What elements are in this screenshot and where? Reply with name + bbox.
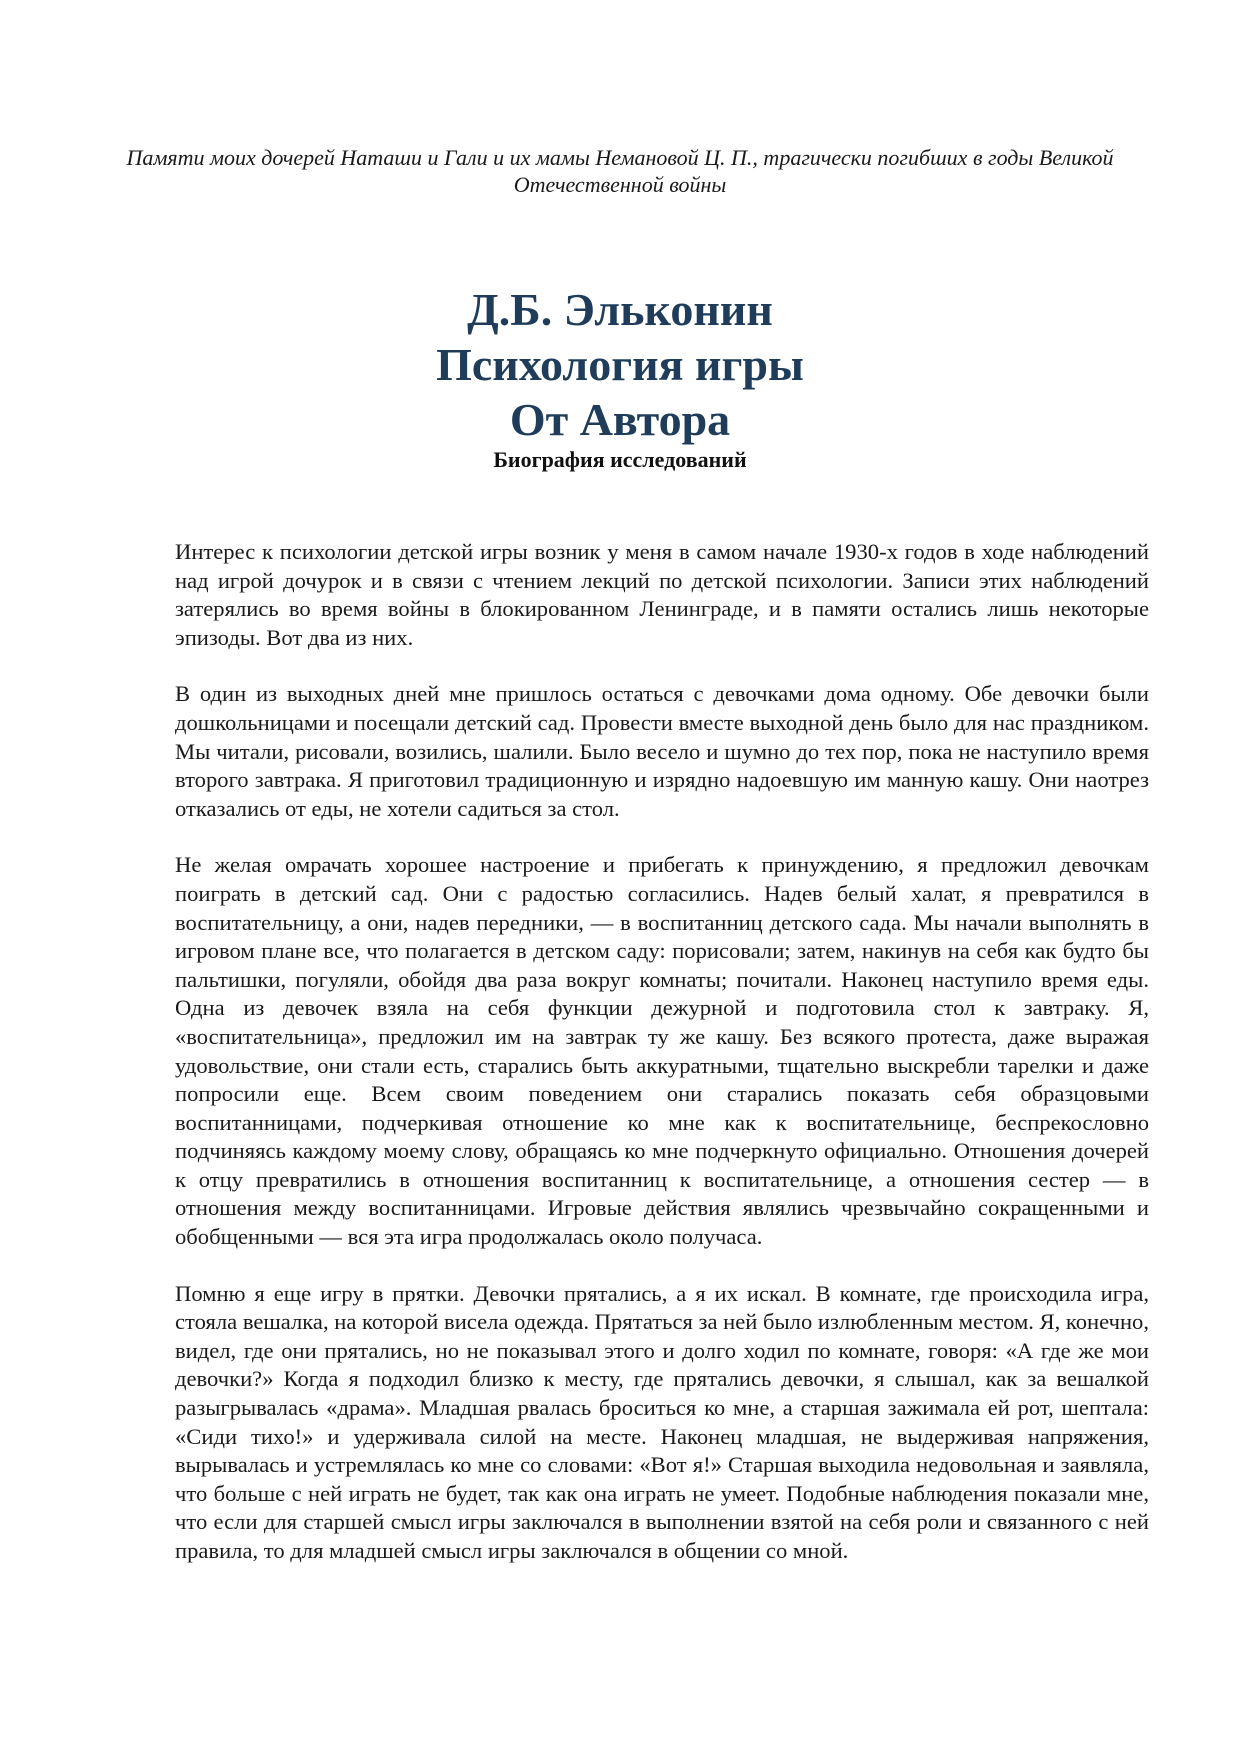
title-block	[120, 282, 1120, 473]
author-name: Д.Б. Эльконин	[467, 284, 773, 335]
paragraph: Интерес к психологии детской игры возник у меня в самом начале 1930-х годов в ходе наблюдений над игрой дочурок и в связи с чтением лекций по детской психологии. Записи этих наблюдений затерялись во время войны в блокированном Ленинграде, и в памяти остались лишь некоторые эпизоды. Вот два из них.	[175, 539, 1149, 650]
body-text	[175, 538, 1149, 1594]
section-title: От Автора	[509, 394, 731, 445]
section-subtitle: Биография исследований	[493, 447, 747, 472]
book-title: Психология игры	[436, 339, 804, 390]
dedication: Памяти моих дочерей Наташи и Гали и их мамы Немановой Ц. П., трагически погибших в годы Великой Отечественной войны	[126, 145, 1114, 197]
paragraph: В один из выходных дней мне пришлось остаться с девочками дома одному. Обе девочки были дошкольницами и посещали детский сад. Провести вместе выходной день было для нас праздником. Мы читали, рисовали, возились, шалили. Было весело и шумно до тех пор, пока не наступило время второго завтрака. Я приготовил традиционную и изрядно надоевшую им манную кашу. Они наотрез отказались от еды, не хотели садиться за стол.	[175, 681, 1149, 821]
paragraph: Не желая омрачать хорошее настроение и прибегать к принуждению, я предложил девочкам поиграть в детский сад. Они с радостью согласились. Надев белый халат, я превратился в воспитательницу, а они, надев передники, — в воспитанниц детского сада. Мы начали выполнять в игровом плане все, что полагается в детском саду: порисовали; затем, накинув на себя как будто бы пальтишки, погуляли, обойдя два раза вокруг комнаты; почитали. Наконец наступило время еды. Одна из девочек взяла на себя функции дежурной и подготовила стол к завтраку. Я, «воспитательница», предложил им на завтрак ту же кашу. Без всякого протеста, даже выражая удовольствие, они стали есть, старались быть аккуратными, тщательно выскребли тарелки и даже попросили еще. Всем своим поведением они старались показать себя образцовыми воспитанницами, подчеркивая отношение ко мне как к воспитательнице, беспрекословно подчиняясь каждому моему слову, обращаясь ко мне подчеркнуто официально. Отношения дочерей к отцу превратились в отношения воспитанниц к воспитательнице, а отношения сестер — в отношения между воспитанницами. Игровые действия являлись чрезвычайно сокращенными и обобщенными — вся эта игра продолжалась около получаса.	[175, 852, 1149, 1250]
paragraph: Помню я еще игру в прятки. Девочки прятались, а я их искал. В комнате, где происходила игра, стояла вешалка, на которой висела одежда. Прятаться за ней было излюбленным местом. Я, конечно, видел, где они прятались, но не показывал этого и долго ходил по комнате, говоря: «А где же мои девочки?» Когда я подходил близко к месту, где прятались девочки, я слышал, как за вешалкой разыгрывалась «драма». Младшая рвалась броситься ко мне, а старшая зажимала ей рот, шептала: «Сиди тихо!» и удерживала силой на месте. Наконец младшая, не выдерживая напряжения, вырывалась и устремлялась ко мне со словами: «Вот я!» Старшая выходила недовольная и заявляла, что больше с ней играть не будет, так как она играть не умеет. Подобные наблюдения показали мне, что если для старшей смысл игры заключался в выполнении взятой на себя роли и связанного с ней правила, то для младшей смысл игры заключался в общении со мной.	[175, 1280, 1150, 1563]
